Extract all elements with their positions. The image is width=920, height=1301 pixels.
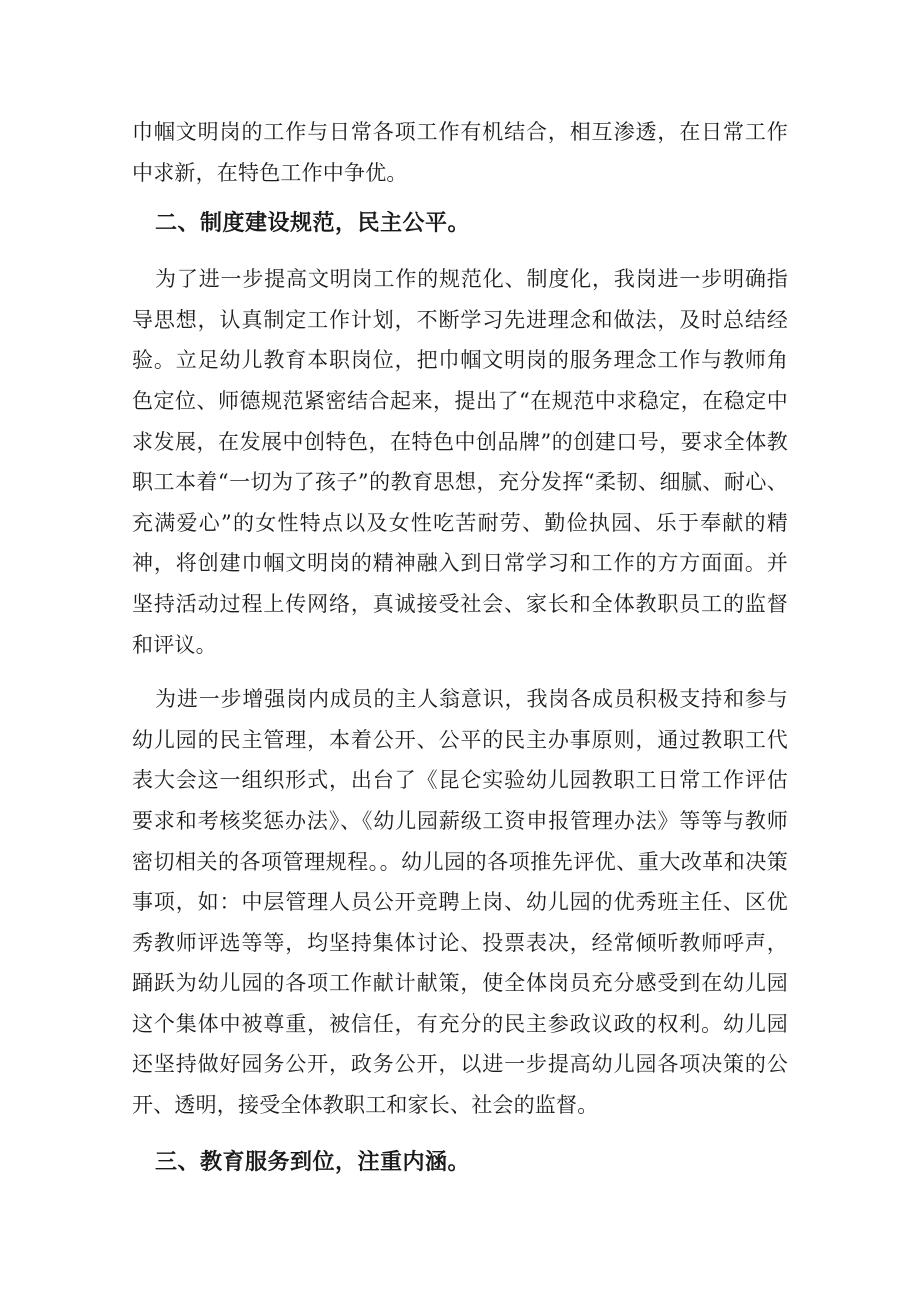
paragraph-continued: 巾帼文明岗的工作与日常各项工作有机结合，相互渗透，在日常工作中求新，在特色工作中争优。 — [132, 120, 788, 185]
paragraph-democratic-management: 为进一步增强岗内成员的主人翁意识，我岗各成员积极支持和参与幼儿园的民主管理，本着公开、公平的民主办事原则，通过教职工代表大会这一组织形式，出台了《昆仑实验幼儿园教职工日常工作评估要求和考核奖惩办法》、《幼儿园薪级工资申报管理办法》等等与教师密切相关的各项管理规程。。幼儿园的各项推先评优、重大改革和决策事项，如：中层管理人员公开竞聘上岗、幼儿园的优秀班主任、区优秀教师评选等等，均坚持集体讨论、投票表决，经常倾听教师呼声，踊跃为幼儿园的各项工作献计献策，使全体岗员充分感受到在幼儿园这个集体中被尊重，被信任，有充分的民主参政议政的权利。幼儿园还坚持做好园务公开，政务公开，以进一步提高幼儿园各项决策的公开、透明，接受全体教职工和家长、社会的监督。 — [132, 687, 788, 1118]
paragraph-standardization: 为了进一步提高文明岗工作的规范化、制度化，我岗进一步明确指导思想，认真制定工作计划，不断学习先进理念和做法，及时总结经验。立足幼儿教育本职岗位，把巾帼文明岗的服务理念工作与教师角色定位、师德规范紧密结合起来，提出了“在规范中求稳定，在稳定中求发展，在发展中创特色，在特色中创品牌”的创建口号，要求全体教职工本着“一切为了孩子”的教育思想，充分发挥“柔韧、细腻、耐心、充满爱心”的女性特点以及女性吃苦耐劳、勤俭执园、乐于奉献的精神，将创建巾帼文明岗的精神融入到日常学习和工作的方方面面。并坚持活动过程上传网络，真诚接受社会、家长和全体教职员工的监督和评议。 — [132, 267, 788, 657]
section-heading-two: 二、制度建设规范，民主公平。 — [155, 210, 471, 237]
section-heading-three: 三、教育服务到位，注重内涵。 — [155, 1148, 471, 1175]
